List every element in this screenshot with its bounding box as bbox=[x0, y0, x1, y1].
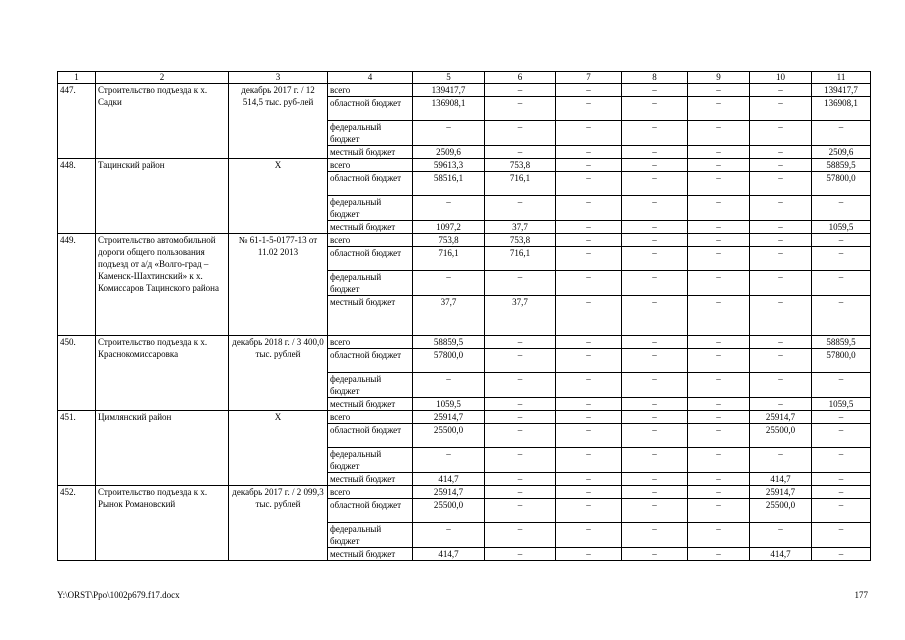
value-cell: – bbox=[812, 411, 871, 424]
value-cell: – bbox=[622, 271, 688, 296]
table-body bbox=[58, 84, 871, 561]
value-cell: – bbox=[485, 146, 556, 159]
value-cell: – bbox=[485, 349, 556, 373]
value-cell: – bbox=[750, 398, 812, 411]
value-cell: – bbox=[688, 523, 750, 548]
object-name: Тацинский район bbox=[96, 159, 229, 234]
value-cell: – bbox=[556, 159, 622, 172]
value-cell: – bbox=[485, 97, 556, 121]
object-details: № 61-1-5-0177-13 от 11.02 2013 bbox=[229, 234, 328, 336]
value-cell: 139417,7 bbox=[812, 84, 871, 97]
value-cell: – bbox=[413, 196, 485, 221]
object-details: декабрь 2017 г. / 2 099,3 тыс. рублей bbox=[229, 486, 328, 561]
value-cell: – bbox=[688, 473, 750, 486]
value-cell: – bbox=[812, 234, 871, 247]
value-cell: – bbox=[688, 336, 750, 349]
value-cell: – bbox=[750, 221, 812, 234]
value-cell: – bbox=[622, 424, 688, 448]
funding-source-label: местный бюджет bbox=[328, 548, 413, 561]
value-cell: – bbox=[556, 247, 622, 271]
table-row bbox=[58, 336, 871, 349]
value-cell: – bbox=[485, 411, 556, 424]
column-header: 10 bbox=[750, 72, 812, 84]
value-cell: – bbox=[556, 411, 622, 424]
value-cell: 58859,5 bbox=[812, 336, 871, 349]
value-cell: – bbox=[688, 373, 750, 398]
value-cell: 716,1 bbox=[485, 172, 556, 196]
value-cell: – bbox=[622, 499, 688, 523]
value-cell: 25500,0 bbox=[750, 499, 812, 523]
table-row bbox=[58, 234, 871, 247]
value-cell: – bbox=[812, 121, 871, 146]
budget-table bbox=[57, 71, 871, 561]
row-number: 450. bbox=[58, 336, 96, 411]
value-cell: 2509,6 bbox=[812, 146, 871, 159]
value-cell: – bbox=[688, 97, 750, 121]
funding-source-label: областной бюджет bbox=[328, 349, 413, 373]
value-cell: – bbox=[622, 296, 688, 336]
value-cell: – bbox=[688, 234, 750, 247]
value-cell: – bbox=[688, 499, 750, 523]
value-cell: – bbox=[688, 411, 750, 424]
value-cell: – bbox=[688, 121, 750, 146]
value-cell: – bbox=[622, 121, 688, 146]
value-cell: – bbox=[812, 448, 871, 473]
value-cell: – bbox=[622, 234, 688, 247]
value-cell: – bbox=[812, 424, 871, 448]
value-cell: – bbox=[622, 159, 688, 172]
value-cell: – bbox=[622, 146, 688, 159]
table-row bbox=[58, 84, 871, 97]
value-cell: – bbox=[485, 398, 556, 411]
value-cell: – bbox=[750, 97, 812, 121]
value-cell: – bbox=[688, 349, 750, 373]
value-cell: 37,7 bbox=[485, 296, 556, 336]
value-cell: – bbox=[556, 271, 622, 296]
funding-source-label: областной бюджет bbox=[328, 499, 413, 523]
value-cell: 716,1 bbox=[413, 247, 485, 271]
funding-source-label: местный бюджет bbox=[328, 296, 413, 336]
object-name: Строительство подъезда к х. Краснокомиссаровка bbox=[96, 336, 229, 411]
column-header: 8 bbox=[622, 72, 688, 84]
value-cell: – bbox=[750, 296, 812, 336]
value-cell: – bbox=[622, 473, 688, 486]
row-number: 448. bbox=[58, 159, 96, 234]
value-cell: – bbox=[812, 271, 871, 296]
funding-source-label: всего bbox=[328, 234, 413, 247]
value-cell: 753,8 bbox=[413, 234, 485, 247]
value-cell: 716,1 bbox=[485, 247, 556, 271]
row-number: 449. bbox=[58, 234, 96, 336]
value-cell: – bbox=[556, 121, 622, 146]
value-cell: – bbox=[688, 146, 750, 159]
value-cell: 25914,7 bbox=[750, 411, 812, 424]
value-cell: – bbox=[413, 271, 485, 296]
value-cell: – bbox=[750, 271, 812, 296]
value-cell: – bbox=[622, 448, 688, 473]
value-cell: – bbox=[750, 247, 812, 271]
value-cell: 136908,1 bbox=[812, 97, 871, 121]
value-cell: 58859,5 bbox=[812, 159, 871, 172]
header-row bbox=[58, 72, 871, 84]
value-cell: – bbox=[750, 84, 812, 97]
value-cell: – bbox=[413, 448, 485, 473]
column-header: 5 bbox=[413, 72, 485, 84]
column-header: 11 bbox=[812, 72, 871, 84]
value-cell: – bbox=[556, 473, 622, 486]
value-cell: 414,7 bbox=[750, 473, 812, 486]
value-cell: – bbox=[812, 196, 871, 221]
value-cell: – bbox=[750, 146, 812, 159]
funding-source-label: всего bbox=[328, 159, 413, 172]
value-cell: – bbox=[622, 172, 688, 196]
value-cell: – bbox=[556, 349, 622, 373]
value-cell: 59613,3 bbox=[413, 159, 485, 172]
value-cell: – bbox=[812, 473, 871, 486]
value-cell: – bbox=[622, 523, 688, 548]
value-cell: 753,8 bbox=[485, 234, 556, 247]
value-cell: – bbox=[485, 486, 556, 499]
value-cell: – bbox=[688, 159, 750, 172]
row-number: 452. bbox=[58, 486, 96, 561]
row-number: 451. bbox=[58, 411, 96, 486]
value-cell: – bbox=[413, 373, 485, 398]
column-header: 9 bbox=[688, 72, 750, 84]
value-cell: – bbox=[622, 411, 688, 424]
value-cell: 37,7 bbox=[413, 296, 485, 336]
value-cell: – bbox=[622, 548, 688, 561]
value-cell: – bbox=[485, 499, 556, 523]
value-cell: – bbox=[750, 159, 812, 172]
value-cell: 1059,5 bbox=[413, 398, 485, 411]
value-cell: 753,8 bbox=[485, 159, 556, 172]
value-cell: – bbox=[485, 336, 556, 349]
value-cell: – bbox=[812, 523, 871, 548]
value-cell: 25914,7 bbox=[413, 411, 485, 424]
value-cell: – bbox=[413, 523, 485, 548]
value-cell: – bbox=[485, 523, 556, 548]
object-details: Х bbox=[229, 411, 328, 486]
funding-source-label: федеральный бюджет bbox=[328, 448, 413, 473]
value-cell: – bbox=[688, 271, 750, 296]
value-cell: – bbox=[750, 336, 812, 349]
value-cell: – bbox=[812, 373, 871, 398]
value-cell: – bbox=[622, 84, 688, 97]
value-cell: – bbox=[750, 448, 812, 473]
column-header: 2 bbox=[96, 72, 229, 84]
value-cell: – bbox=[688, 296, 750, 336]
value-cell: 58859,5 bbox=[413, 336, 485, 349]
value-cell: – bbox=[750, 196, 812, 221]
value-cell: – bbox=[688, 247, 750, 271]
value-cell: – bbox=[688, 424, 750, 448]
value-cell: – bbox=[556, 424, 622, 448]
value-cell: – bbox=[812, 296, 871, 336]
value-cell: – bbox=[688, 398, 750, 411]
value-cell: 414,7 bbox=[750, 548, 812, 561]
value-cell: 25500,0 bbox=[750, 424, 812, 448]
funding-source-label: всего bbox=[328, 84, 413, 97]
column-header: 1 bbox=[58, 72, 96, 84]
value-cell: – bbox=[485, 84, 556, 97]
column-header: 6 bbox=[485, 72, 556, 84]
value-cell: 2509,6 bbox=[413, 146, 485, 159]
object-details: декабрь 2018 г. / 3 400,0 тыс. рублей bbox=[229, 336, 328, 411]
object-name: Строительство подъезда к х. Рынок Романовский bbox=[96, 486, 229, 561]
value-cell: – bbox=[622, 486, 688, 499]
value-cell: 1059,5 bbox=[812, 398, 871, 411]
value-cell: 136908,1 bbox=[413, 97, 485, 121]
value-cell: 1059,5 bbox=[812, 221, 871, 234]
value-cell: 414,7 bbox=[413, 473, 485, 486]
value-cell: 1097,2 bbox=[413, 221, 485, 234]
value-cell: – bbox=[485, 548, 556, 561]
value-cell: – bbox=[750, 523, 812, 548]
value-cell: 57800,0 bbox=[413, 349, 485, 373]
table-row bbox=[58, 486, 871, 499]
value-cell: – bbox=[556, 486, 622, 499]
funding-source-label: федеральный бюджет bbox=[328, 523, 413, 548]
value-cell: 57800,0 bbox=[812, 349, 871, 373]
row-number: 447. bbox=[58, 84, 96, 159]
value-cell: – bbox=[556, 296, 622, 336]
funding-source-label: областной бюджет bbox=[328, 172, 413, 196]
column-header: 4 bbox=[328, 72, 413, 84]
value-cell: – bbox=[485, 121, 556, 146]
table-row bbox=[58, 159, 871, 172]
funding-source-label: местный бюджет bbox=[328, 398, 413, 411]
value-cell: – bbox=[485, 271, 556, 296]
value-cell: – bbox=[812, 486, 871, 499]
object-name: Цимлянский район bbox=[96, 411, 229, 486]
page-number: 177 bbox=[854, 590, 868, 600]
footer-file-path: Y:\ORST\Ppo\1002p679.f17.docx bbox=[57, 590, 180, 600]
value-cell: – bbox=[688, 172, 750, 196]
value-cell: – bbox=[485, 373, 556, 398]
value-cell: – bbox=[750, 373, 812, 398]
value-cell: – bbox=[413, 121, 485, 146]
value-cell: – bbox=[688, 221, 750, 234]
value-cell: 37,7 bbox=[485, 221, 556, 234]
funding-source-label: федеральный бюджет bbox=[328, 121, 413, 146]
value-cell: – bbox=[622, 196, 688, 221]
value-cell: – bbox=[556, 548, 622, 561]
value-cell: – bbox=[556, 373, 622, 398]
funding-source-label: всего bbox=[328, 486, 413, 499]
value-cell: – bbox=[622, 373, 688, 398]
funding-source-label: областной бюджет bbox=[328, 97, 413, 121]
object-details: Х bbox=[229, 159, 328, 234]
object-details: декабрь 2017 г. / 12 514,5 тыс. руб-лей bbox=[229, 84, 328, 159]
value-cell: – bbox=[556, 221, 622, 234]
funding-source-label: местный бюджет bbox=[328, 146, 413, 159]
value-cell: 25500,0 bbox=[413, 424, 485, 448]
value-cell: – bbox=[750, 234, 812, 247]
funding-source-label: всего bbox=[328, 336, 413, 349]
funding-source-label: всего bbox=[328, 411, 413, 424]
object-name: Строительство подъезда к х. Садки bbox=[96, 84, 229, 159]
value-cell: – bbox=[750, 349, 812, 373]
value-cell: 25914,7 bbox=[750, 486, 812, 499]
funding-source-label: местный бюджет bbox=[328, 473, 413, 486]
value-cell: – bbox=[622, 97, 688, 121]
value-cell: 25500,0 bbox=[413, 499, 485, 523]
funding-source-label: местный бюджет bbox=[328, 221, 413, 234]
value-cell: – bbox=[556, 172, 622, 196]
funding-source-label: федеральный бюджет bbox=[328, 373, 413, 398]
value-cell: – bbox=[556, 336, 622, 349]
value-cell: – bbox=[556, 523, 622, 548]
value-cell: – bbox=[556, 398, 622, 411]
funding-source-label: федеральный бюджет bbox=[328, 196, 413, 221]
value-cell: – bbox=[556, 84, 622, 97]
value-cell: – bbox=[688, 196, 750, 221]
value-cell: – bbox=[622, 247, 688, 271]
value-cell: – bbox=[485, 424, 556, 448]
column-header: 7 bbox=[556, 72, 622, 84]
funding-source-label: областной бюджет bbox=[328, 247, 413, 271]
funding-source-label: областной бюджет bbox=[328, 424, 413, 448]
value-cell: 139417,7 bbox=[413, 84, 485, 97]
value-cell: – bbox=[688, 448, 750, 473]
value-cell: – bbox=[750, 121, 812, 146]
value-cell: 414,7 bbox=[413, 548, 485, 561]
value-cell: – bbox=[688, 548, 750, 561]
value-cell: – bbox=[622, 221, 688, 234]
object-name: Строительство автомобильной дороги общего пользования подъезд от а/д «Волго-град – Каменск-Шахтинский» к х. Комиссаров Тацинского района bbox=[96, 234, 229, 336]
value-cell: – bbox=[556, 448, 622, 473]
value-cell: 57800,0 bbox=[812, 172, 871, 196]
table-row bbox=[58, 411, 871, 424]
value-cell: – bbox=[812, 548, 871, 561]
value-cell: – bbox=[622, 349, 688, 373]
value-cell: – bbox=[750, 172, 812, 196]
value-cell: – bbox=[688, 84, 750, 97]
funding-source-label: федеральный бюджет bbox=[328, 271, 413, 296]
value-cell: – bbox=[688, 486, 750, 499]
value-cell: – bbox=[556, 499, 622, 523]
value-cell: – bbox=[485, 473, 556, 486]
value-cell: – bbox=[812, 499, 871, 523]
value-cell: 58516,1 bbox=[413, 172, 485, 196]
value-cell: – bbox=[812, 247, 871, 271]
value-cell: – bbox=[556, 97, 622, 121]
value-cell: – bbox=[485, 196, 556, 221]
value-cell: – bbox=[556, 234, 622, 247]
column-header: 3 bbox=[229, 72, 328, 84]
value-cell: – bbox=[622, 398, 688, 411]
value-cell: 25914,7 bbox=[413, 486, 485, 499]
value-cell: – bbox=[622, 336, 688, 349]
value-cell: – bbox=[556, 196, 622, 221]
value-cell: – bbox=[556, 146, 622, 159]
value-cell: – bbox=[485, 448, 556, 473]
